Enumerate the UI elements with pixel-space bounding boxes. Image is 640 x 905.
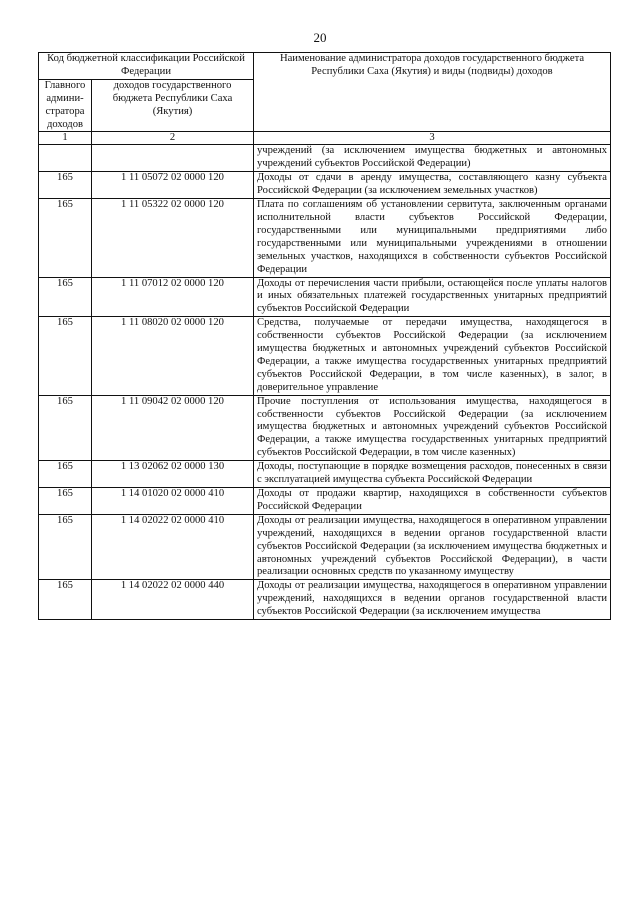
income-name-cell: Доходы от сдачи в аренду имущества, составляющего казну субъекта Российской Федерации (за исключением земельных участков) (254, 172, 611, 199)
income-name-cell: Прочие поступления от использования имущества, находящегося в собственности субъектов Российской Федерации (за исключением имущества бюджетных и автономных учреждений субъектов Российской Федерации, а также имущества государственных унитарных предприятий субъектов Российской Федерации, в том числе казенных) (254, 395, 611, 461)
admin-code-cell: 165 (39, 317, 92, 395)
income-name-cell: учреждений (за исключением имущества бюджетных и автономных учреждений субъектов Российской Федерации) (254, 145, 611, 172)
admin-code-cell (39, 145, 92, 172)
income-name-cell: Доходы от реализации имущества, находящегося в оперативном управлении учреждений, находящихся в ведении органов государственной власти субъектов Российской Федерации (за исключением имущества бюджетных и автономных учреждений субъектов Российской Федерации), в части реализации основных средств по указанному имуществу (254, 514, 611, 580)
income-name-cell: Доходы от продажи квартир, находящихся в собственности субъектов Российской Федерации (254, 488, 611, 515)
income-code-cell: 1 14 02022 02 0000 410 (92, 514, 254, 580)
admin-code-cell: 165 (39, 395, 92, 461)
page-number: 20 (313, 30, 327, 45)
header-column-numbers (39, 132, 611, 145)
admin-code-cell: 165 (39, 461, 92, 488)
header-row-group (39, 53, 611, 80)
header-income-code: доходов государственного бюджета Республики Саха (Якутия) (92, 79, 254, 132)
table-row (39, 395, 611, 461)
income-code-cell: 1 11 05322 02 0000 120 (92, 199, 254, 277)
income-code-cell: 1 13 02062 02 0000 130 (92, 461, 254, 488)
column-number: 2 (92, 132, 254, 145)
table-row (39, 488, 611, 515)
header-classification-group: Код бюджетной классификации Российской Федерации (39, 53, 254, 80)
table-row (39, 199, 611, 277)
header-name: Наименование администратора доходов государственного бюджета Республики Саха (Якутия) и виды (подвиды) доходов (254, 53, 611, 132)
income-code-cell: 1 14 01020 02 0000 410 (92, 488, 254, 515)
income-code-cell: 1 11 09042 02 0000 120 (92, 395, 254, 461)
table-row (39, 277, 611, 317)
column-number: 3 (254, 132, 611, 145)
income-code-cell (92, 145, 254, 172)
income-name-cell: Доходы, поступающие в порядке возмещения расходов, понесенных в связи с эксплуатацией имущества субъекта Российской Федерации (254, 461, 611, 488)
table-row (39, 580, 611, 620)
budget-classification-table (38, 52, 611, 620)
admin-code-cell: 165 (39, 580, 92, 620)
income-name-cell: Плата по соглашениям об установлении сервитута, заключенным органами исполнительной власти субъектов Российской Федерации, государственными или муниципальными предприятиями либо государственными или муниципальными учреждениями в отношении земельных участков, находящихся в собственности субъектов Российской Федерации (254, 199, 611, 277)
table-row (39, 317, 611, 395)
income-code-cell: 1 11 05072 02 0000 120 (92, 172, 254, 199)
header-admin: Главного админи-стратора доходов (39, 79, 92, 132)
table-row (39, 514, 611, 580)
admin-code-cell: 165 (39, 488, 92, 515)
income-code-cell: 1 11 07012 02 0000 120 (92, 277, 254, 317)
income-code-cell: 1 11 08020 02 0000 120 (92, 317, 254, 395)
income-name-cell: Доходы от перечисления части прибыли, остающейся после уплаты налогов и иных обязательных платежей государственных унитарных предприятий субъектов Российской Федерации (254, 277, 611, 317)
admin-code-cell: 165 (39, 277, 92, 317)
admin-code-cell: 165 (39, 514, 92, 580)
admin-code-cell: 165 (39, 172, 92, 199)
table-row (39, 145, 611, 172)
income-name-cell: Средства, получаемые от передачи имущества, находящегося в собственности субъектов Российской Федерации (за исключением имущества бюджетных и автономных учреждений субъектов Российской Федерации, а также имущества государственных унитарных предприятий субъектов Российской Федерации, в том числе казенных), в залог, в доверительное управление (254, 317, 611, 395)
table-row (39, 461, 611, 488)
table-row (39, 172, 611, 199)
column-number: 1 (39, 132, 92, 145)
admin-code-cell: 165 (39, 199, 92, 277)
income-name-cell: Доходы от реализации имущества, находящегося в оперативном управлении учреждений, находящихся в ведении органов государственной власти субъектов Российской Федерации (за исключением имущества (254, 580, 611, 620)
income-code-cell: 1 14 02022 02 0000 440 (92, 580, 254, 620)
